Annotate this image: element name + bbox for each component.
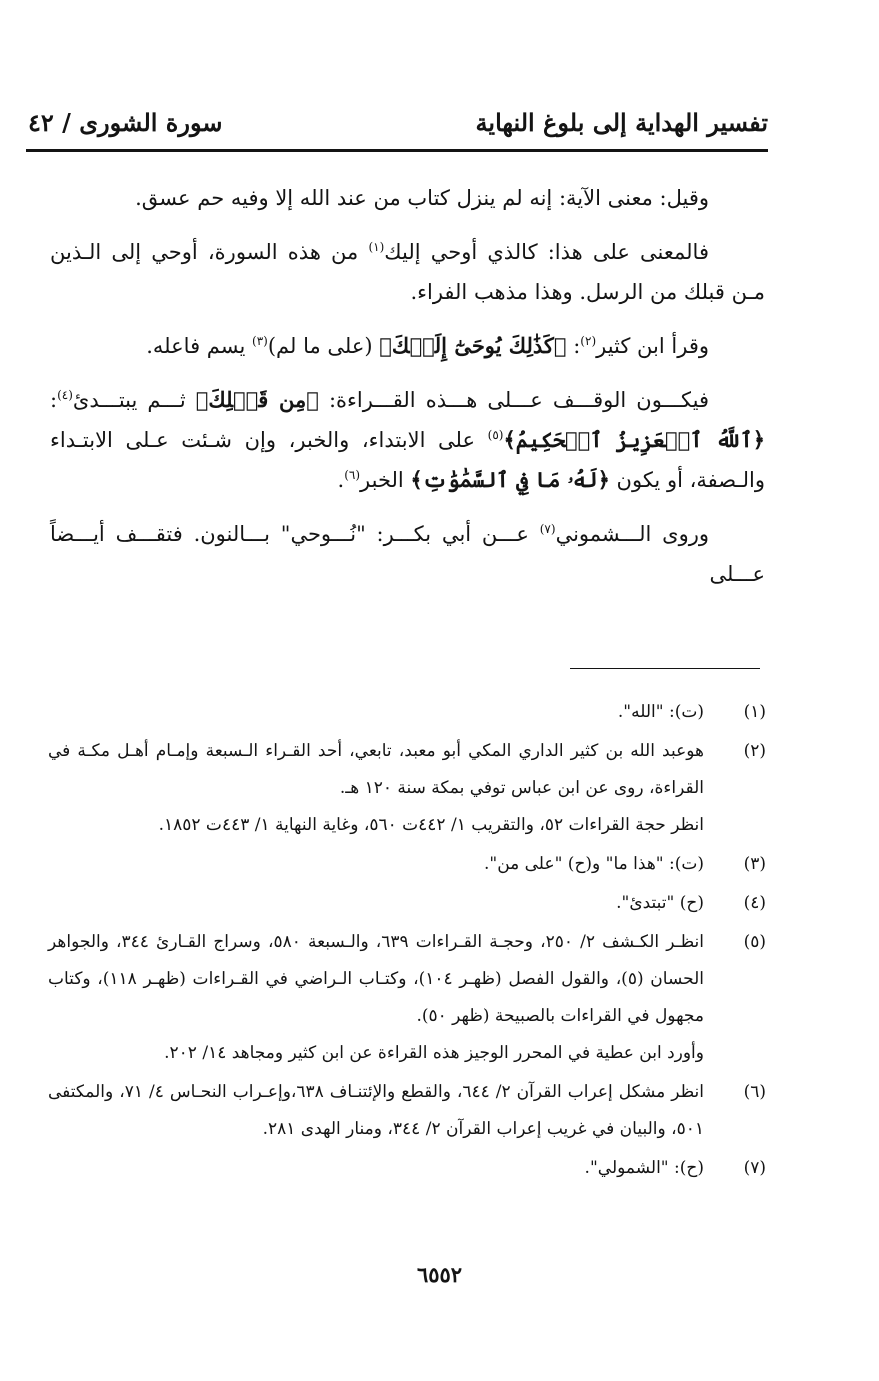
- footnote-number: (٢): [743, 741, 766, 761]
- paragraph-3-text-a: وقرأ ابن كثير: [596, 334, 709, 358]
- paragraph-4-text-e: الخبر: [360, 468, 411, 492]
- footnote-ref-6[interactable]: (٦): [344, 468, 361, 482]
- main-text: [50, 178, 765, 608]
- footnote-ref-3[interactable]: (٣): [252, 334, 268, 348]
- paragraph-2-text-b: من هذه السورة، أوحي إلى الـذين مـن قبلك من الرسل. وهذا مذهب الفراء.: [50, 240, 765, 304]
- running-header: [28, 108, 768, 148]
- quran-quote: ﴿مِن قَبۡلِكَ﴾: [195, 387, 319, 412]
- book-title: تفسير الهداية إلى بلوغ النهاية: [475, 108, 768, 137]
- footnote-item: [48, 846, 766, 883]
- footnote-extra-text: وأورد ابن عطية في المحرر الوجيز هذه القراءة عن ابن كثير ومجاهد ١٤/ ٢٠٢.: [164, 1043, 704, 1063]
- paragraph-4-text-f: .: [337, 468, 345, 492]
- footnote-item: [48, 694, 766, 731]
- footnote-ref-7[interactable]: (٧): [539, 522, 556, 536]
- paragraph-3-text-b: :: [566, 334, 581, 358]
- footnote-ref-5[interactable]: (٥): [487, 428, 504, 442]
- footnote-item: [48, 733, 766, 844]
- footnote-number: (٦): [743, 1082, 766, 1102]
- footnote-text: هوعبد الله بن كثير الداري المكي أبو معبد، تابعي، أحد القـراء الـسبعة وإمـام أهـل مكـة في القراءة، روى عن ابن عباس توفي بمكة سنة ١٢٠ هـ.: [48, 741, 704, 798]
- footnote-item: [48, 924, 766, 1072]
- paragraph-1: [50, 178, 765, 218]
- footnote-ref-2[interactable]: (٢): [580, 334, 597, 348]
- footnote-extra-text: انظر حجة القراءات ٥٢، والتقريب ١/ ٤٤٢ت ٥٦٠، وغاية النهاية ١/ ٤٤٣ت ١٨٥٢.: [158, 815, 704, 835]
- footnote-text: (ح): "الشمولي".: [584, 1158, 704, 1178]
- paragraph-2: [50, 232, 765, 312]
- footnote-text: انظـر الكـشف ٢/ ٢٥٠، وحجـة القـراءات ٦٣٩، والـسبعة ٥٨٠، وسراج القـارئ ٣٤٤، والجواهر الحسان (٥)، والقول الفصل (ظهـر ١٠٤)، وكتـاب الـراضي في القـراءات (ظهـر ١١٨)، وكتاب مجهول في القراءات بالصبيحة (ظهر ٥٠).: [48, 932, 704, 1026]
- page-number: ٦٥٥٢: [416, 1262, 463, 1287]
- footnote-number: (٧): [743, 1158, 766, 1178]
- paragraph-3: [50, 326, 765, 366]
- quran-quote: ﴿كَذَٰلِكَ يُوحَىٰٓ إِلَيۡكَ﴾: [379, 333, 567, 358]
- footnote-ref-4[interactable]: (٤): [57, 388, 73, 402]
- footnote-ref-1[interactable]: (١): [368, 240, 385, 254]
- paragraph-3-text-d: يسم فاعله.: [146, 334, 253, 358]
- surah-title: سورة الشورى / ٤٢: [28, 108, 223, 137]
- footnote-item: [48, 885, 766, 922]
- paragraph-4: [50, 380, 765, 500]
- quran-quote: ﴿ٱللَّهُ ٱلۡعَزِيزُ ٱلۡحَكِيمُ﴾: [503, 427, 765, 452]
- footnote-number: (٤): [743, 893, 766, 913]
- paragraph-4-text-d: على الابتداء، والخبر، وإن شـئت عـلى الابتـداء والـصفة، أو يكون: [50, 428, 765, 492]
- footnote-item: [48, 1150, 766, 1187]
- footnote-number: (٥): [743, 932, 766, 952]
- footnote-text: انظر مشكل إعراب القرآن ٢/ ٦٤٤، والقطع والإئتنـاف ٦٣٨،وإعـراب النحـاس ٤/ ٧١، والمكتفى ٥٠١، والبيان في غريب إعراب القرآن ٢/ ٣٤٤، ومنار الهدى ٢٨١.: [48, 1082, 704, 1139]
- paragraph-4-text-b: ثـــم يبتـــدئ: [72, 388, 196, 412]
- footnote-separator: [570, 668, 760, 669]
- footnote-text: (ت): "هذا ما" و(ح) "على من".: [483, 854, 704, 874]
- footnote-text: (ح) "تبتدئ".: [616, 893, 704, 913]
- paragraph-1-text: وقيل: معنى الآية: إنه لم ينزل كتاب من عند الله إلا وفيه حم عسق.: [135, 186, 709, 210]
- header-rule: [26, 149, 768, 152]
- footnote-number: (١): [743, 702, 766, 722]
- paragraph-5-text-a: وروى الـــشموني: [555, 522, 710, 546]
- paragraph-5-text-b: عـــن أبي بكـــر: "نُـــوحي" بـــالنون. فتقـــف أيـــضاً عـــلى: [50, 522, 765, 586]
- paragraph-3-text-c: (على ما لم): [267, 334, 380, 358]
- paragraph-5: [50, 514, 765, 594]
- paragraph-4-text-a: فيكـــون الوقـــف عـــلى هـــذه القـــراءة:: [318, 388, 709, 412]
- paragraph-2-text-a: فالمعنى على هذا: كالذي أوحي إليك: [384, 240, 709, 264]
- footnotes: [48, 694, 766, 1189]
- quran-quote: ﴿لَهُۥ مَا فِي ٱلسَّمَٰوَٰتِ﴾: [410, 467, 610, 492]
- footnote-text: (ت): "الله".: [617, 702, 704, 722]
- paragraph-4-text-c: :: [50, 388, 58, 412]
- footnote-item: [48, 1074, 766, 1148]
- footnote-number: (٣): [743, 854, 766, 874]
